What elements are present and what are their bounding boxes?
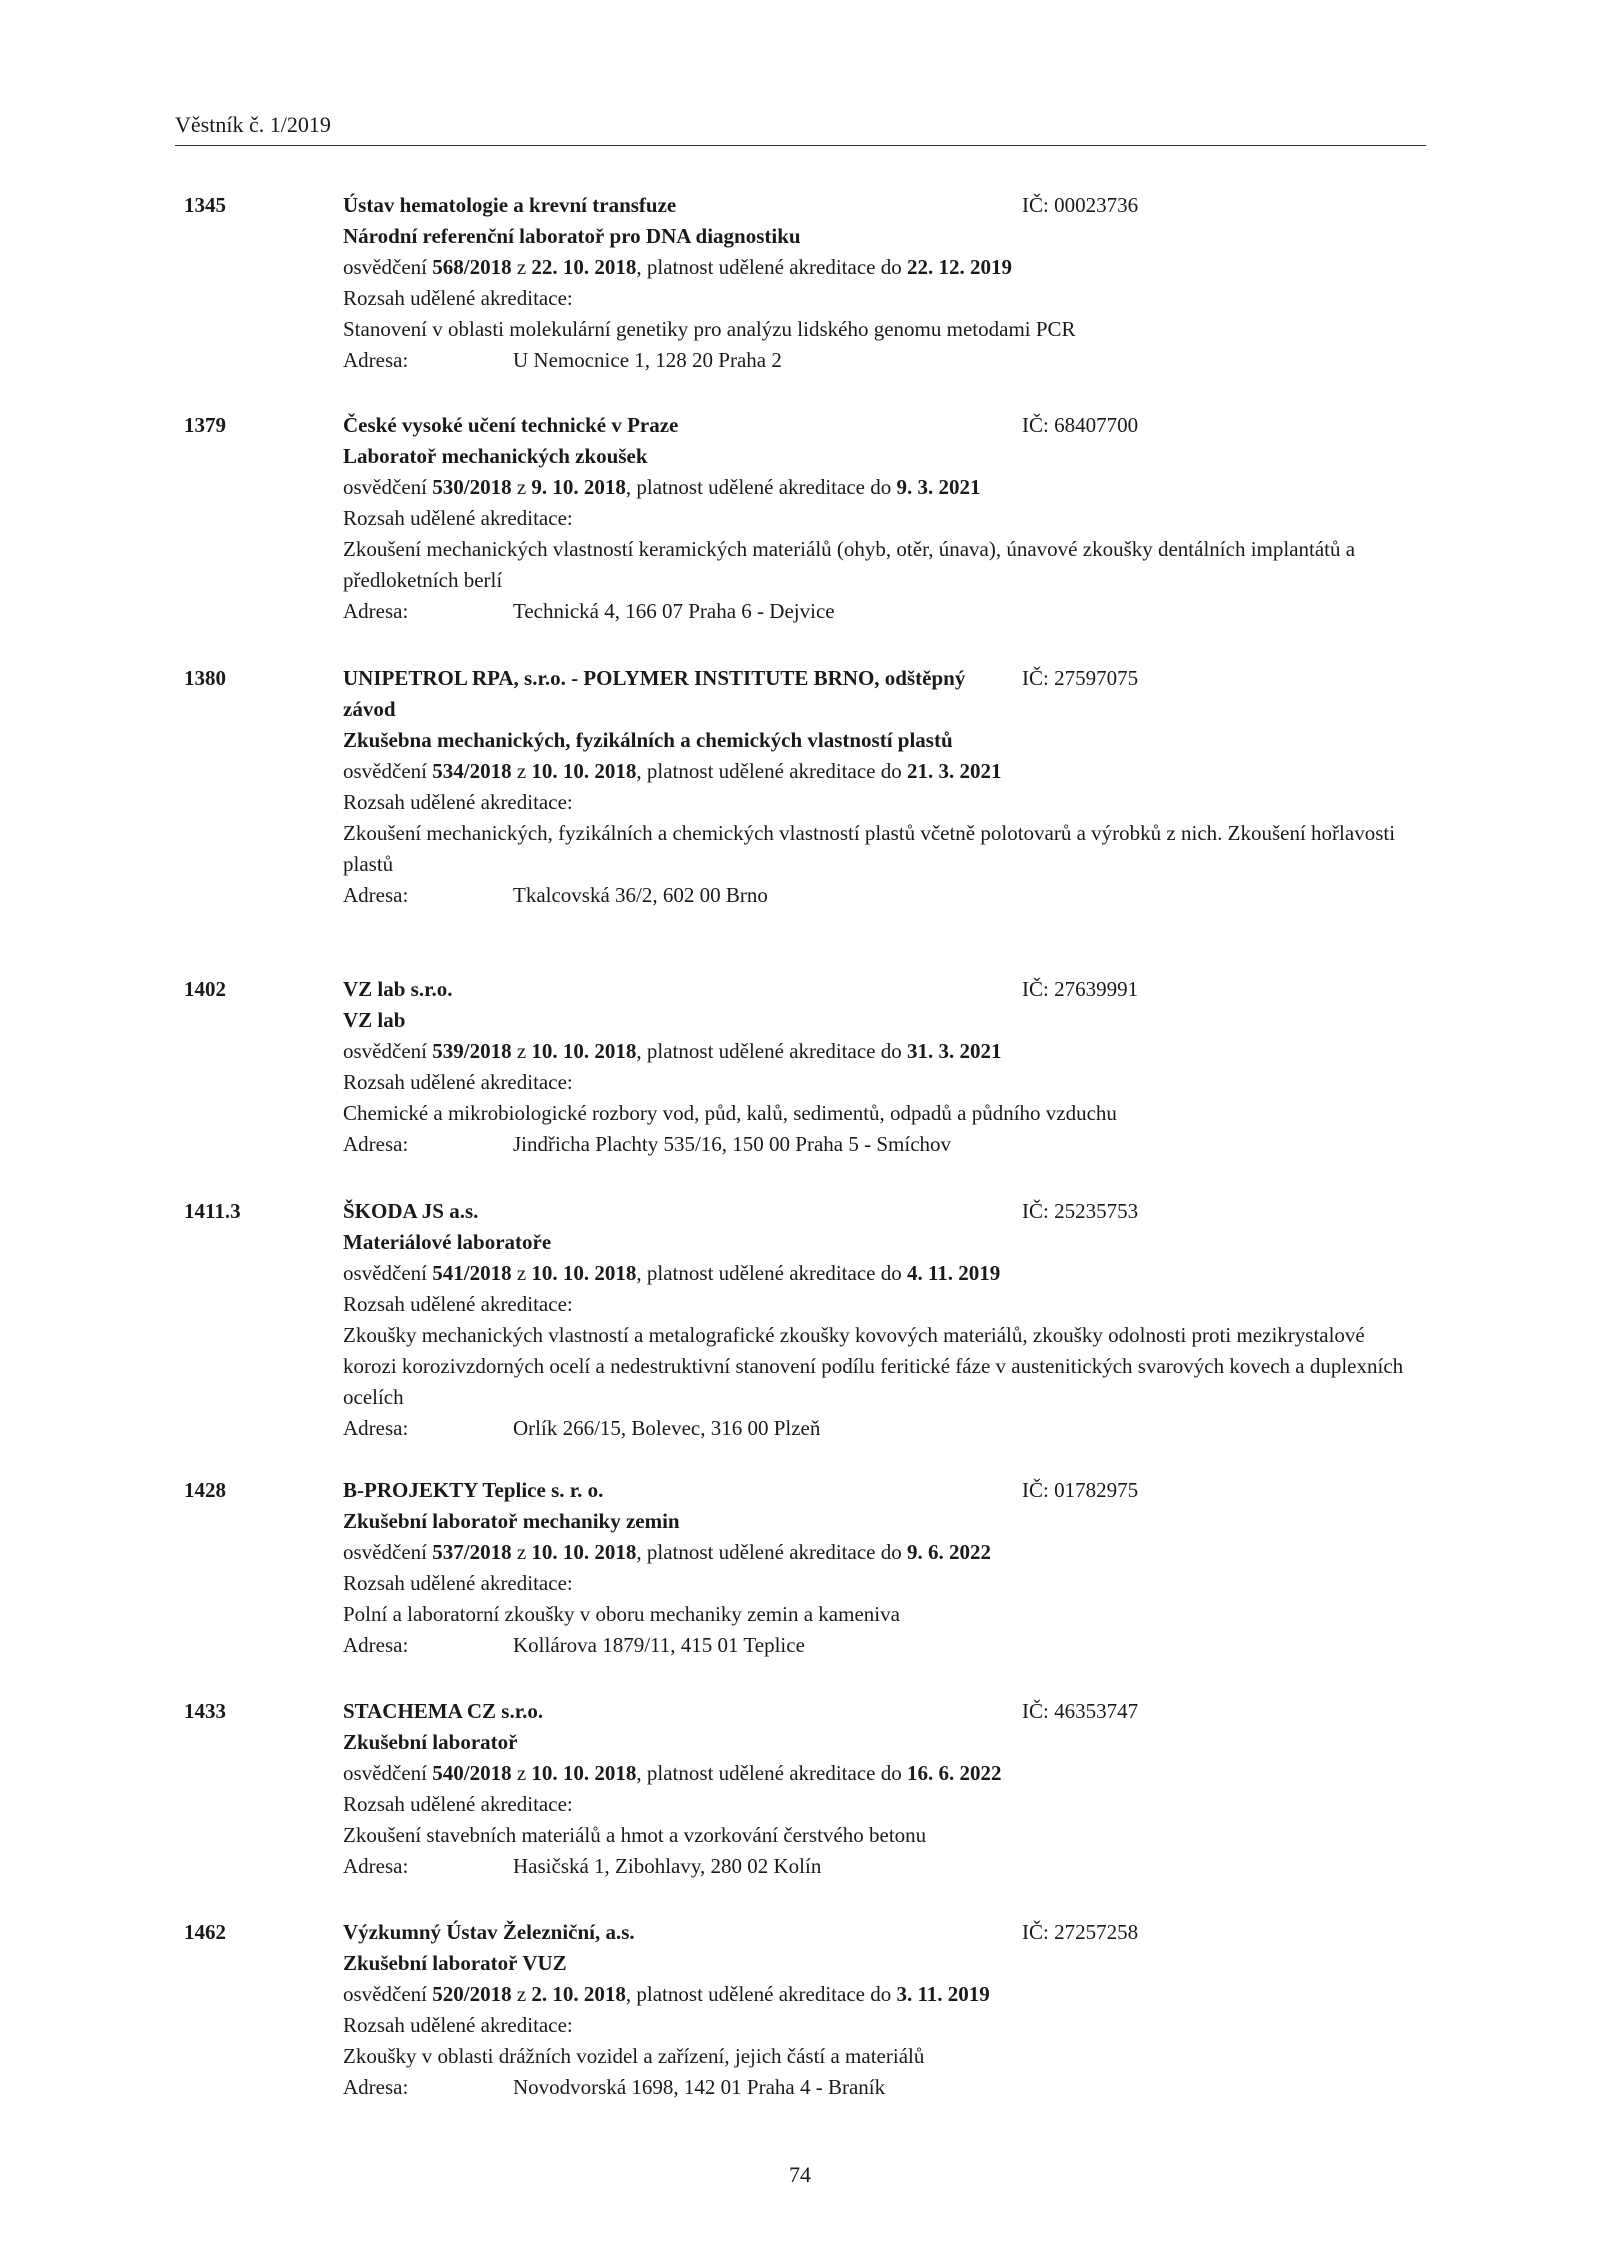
- certificate-number: 520/2018: [432, 1982, 512, 2006]
- address-value: Tkalcovská 36/2, 602 00 Brno: [513, 883, 768, 907]
- address-line: Adresa: Orlík 266/15, Bolevec, 316 00 Plzeň: [343, 1416, 821, 1440]
- scope-label: Rozsah udělené akreditace:: [343, 506, 573, 530]
- certificate-date: 2. 10. 2018: [531, 1982, 626, 2006]
- address-value: Hasičská 1, Zibohlavy, 280 02 Kolín: [513, 1854, 822, 1878]
- company-id: IČ: 46353747: [1022, 1699, 1139, 1723]
- organization-name: STACHEMA CZ s.r.o.: [343, 1699, 544, 1723]
- certificate-number: 568/2018: [432, 255, 512, 279]
- entry-number: 1433: [184, 1699, 226, 1723]
- organization-name: ŠKODA JS a.s.: [343, 1199, 479, 1223]
- journal-title: Věstník č. 1/2019: [175, 112, 331, 137]
- address-line: Adresa: Tkalcovská 36/2, 602 00 Brno: [343, 883, 768, 907]
- address-value: Novodvorská 1698, 142 01 Praha 4 - Braník: [513, 2075, 886, 2099]
- scope-label: Rozsah udělené akreditace:: [343, 1292, 573, 1316]
- scope-label: Rozsah udělené akreditace:: [343, 1070, 573, 1094]
- address-line: Adresa: U Nemocnice 1, 128 20 Praha 2: [343, 348, 782, 372]
- company-id: IČ: 68407700: [1022, 413, 1139, 437]
- valid-until-date: 4. 11. 2019: [906, 1261, 1001, 1285]
- scope-text: Zkoušení mechanických, fyzikálních a chemických vlastností plastů včetně polotovarů a výrobků z nich. Zkoušení hořlavosti plastů: [343, 821, 1396, 876]
- scope-text: Stanovení v oblasti molekulární genetiky pro analýzu lidského genomu metodami PCR: [343, 317, 1076, 341]
- certificate-line: osvědčení 539/2018 z 10. 10. 2018, platnost udělené akreditace do 31. 3. 2021: [343, 1039, 1002, 1063]
- laboratory-name: Materiálové laboratoře: [343, 1230, 552, 1254]
- certificate-date: 10. 10. 2018: [531, 1039, 637, 1063]
- valid-until-date: 9. 6. 2022: [906, 1540, 991, 1564]
- scope-text: Zkoušení mechanických vlastností keramických materiálů (ohyb, otěr, únava), únavové zkoušky dentálních implantátů a předloketních berlí: [343, 537, 1356, 592]
- valid-until-date: 21. 3. 2021: [906, 759, 1002, 783]
- organization-name: VZ lab s.r.o.: [343, 977, 453, 1001]
- company-id: IČ: 00023736: [1022, 193, 1139, 217]
- valid-until-date: 3. 11. 2019: [896, 1982, 990, 2006]
- certificate-number: 540/2018: [432, 1761, 512, 1785]
- certificate-date: 10. 10. 2018: [531, 1261, 637, 1285]
- entry-number: 1411.3: [184, 1199, 241, 1223]
- scope-label: Rozsah udělené akreditace:: [343, 2013, 573, 2037]
- certificate-line: osvědčení 568/2018 z 22. 10. 2018, platnost udělené akreditace do 22. 12. 2019: [343, 255, 1012, 279]
- valid-until-date: 31. 3. 2021: [906, 1039, 1002, 1063]
- address-value: Technická 4, 166 07 Praha 6 - Dejvice: [513, 599, 835, 623]
- valid-until-date: 9. 3. 2021: [896, 475, 981, 499]
- address-line: Adresa: Technická 4, 166 07 Praha 6 - Dejvice: [343, 599, 835, 623]
- valid-until-date: 22. 12. 2019: [906, 255, 1012, 279]
- entry-number: 1462: [184, 1920, 226, 1944]
- entry-number: 1345: [184, 193, 226, 217]
- entry-number: 1379: [184, 413, 226, 437]
- organization-name: UNIPETROL RPA, s.r.o. - POLYMER INSTITUTE BRNO, odštěpný závod: [343, 666, 966, 721]
- company-id: IČ: 27639991: [1022, 977, 1139, 1001]
- address-line: Adresa: Kollárova 1879/11, 415 01 Teplice: [343, 1633, 805, 1657]
- laboratory-name: Zkušebna mechanických, fyzikálních a chemických vlastností plastů: [343, 728, 953, 752]
- scope-label: Rozsah udělené akreditace:: [343, 286, 573, 310]
- scope-text: Chemické a mikrobiologické rozbory vod, půd, kalů, sedimentů, odpadů a půdního vzduchu: [343, 1101, 1117, 1125]
- certificate-number: 530/2018: [432, 475, 512, 499]
- scope-label: Rozsah udělené akreditace:: [343, 790, 573, 814]
- laboratory-name: Zkušební laboratoř: [343, 1730, 518, 1754]
- certificate-date: 10. 10. 2018: [531, 1761, 637, 1785]
- certificate-date: 10. 10. 2018: [531, 759, 637, 783]
- address-value: U Nemocnice 1, 128 20 Praha 2: [513, 348, 782, 372]
- organization-name: Výzkumný Ústav Železniční, a.s.: [343, 1920, 635, 1944]
- scope-label: Rozsah udělené akreditace:: [343, 1571, 573, 1595]
- address-value: Jindřicha Plachty 535/16, 150 00 Praha 5 - Smíchov: [513, 1132, 952, 1156]
- laboratory-name: Národní referenční laboratoř pro DNA diagnostiku: [343, 224, 801, 248]
- certificate-line: osvědčení 520/2018 z 2. 10. 2018, platnost udělené akreditace do 3. 11. 2019: [343, 1982, 990, 2006]
- certificate-line: osvědčení 541/2018 z 10. 10. 2018, platnost udělené akreditace do 4. 11. 2019: [343, 1261, 1001, 1285]
- scope-text: Zkoušení stavebních materiálů a hmot a vzorkování čerstvého betonu: [343, 1823, 927, 1847]
- entry-number: 1380: [184, 666, 226, 690]
- scope-text: Zkoušky mechanických vlastností a metalografické zkoušky kovových materiálů, zkoušky odolnosti proti mezikrystalové korozi korozivzdorných ocelí a nedestruktivní stanovení podílu feritické fáze v austenitických svarových kovech a duplexních ocelích: [343, 1323, 1404, 1409]
- address-value: Orlík 266/15, Bolevec, 316 00 Plzeň: [513, 1416, 821, 1440]
- company-id: IČ: 27597075: [1022, 666, 1139, 690]
- certificate-date: 22. 10. 2018: [531, 255, 637, 279]
- entry-number: 1402: [184, 977, 226, 1001]
- header-divider: [175, 145, 1426, 146]
- scope-label: Rozsah udělené akreditace:: [343, 1792, 573, 1816]
- laboratory-name: VZ lab: [343, 1008, 406, 1032]
- certificate-number: 534/2018: [432, 759, 512, 783]
- page-number: 74: [789, 2162, 811, 2187]
- certificate-number: 539/2018: [432, 1039, 512, 1063]
- scope-text: Polní a laboratorní zkoušky v oboru mechaniky zemin a kameniva: [343, 1602, 900, 1626]
- valid-until-date: 16. 6. 2022: [906, 1761, 1002, 1785]
- certificate-number: 537/2018: [432, 1540, 512, 1564]
- organization-name: Ústav hematologie a krevní transfuze: [343, 193, 677, 217]
- laboratory-name: Zkušební laboratoř VUZ: [343, 1951, 567, 1975]
- certificate-line: osvědčení 530/2018 z 9. 10. 2018, platnost udělené akreditace do 9. 3. 2021: [343, 475, 981, 499]
- laboratory-name: Zkušební laboratoř mechaniky zemin: [343, 1509, 680, 1533]
- certificate-date: 9. 10. 2018: [531, 475, 626, 499]
- address-line: Adresa: Hasičská 1, Zibohlavy, 280 02 Kolín: [343, 1854, 822, 1878]
- organization-name: České vysoké učení technické v Praze: [343, 413, 679, 437]
- certificate-line: osvědčení 537/2018 z 10. 10. 2018, platnost udělené akreditace do 9. 6. 2022: [343, 1540, 991, 1564]
- laboratory-name: Laboratoř mechanických zkoušek: [343, 444, 648, 468]
- address-line: Adresa: Jindřicha Plachty 535/16, 150 00 Praha 5 - Smíchov: [343, 1132, 952, 1156]
- certificate-number: 541/2018: [432, 1261, 512, 1285]
- address-value: Kollárova 1879/11, 415 01 Teplice: [513, 1633, 805, 1657]
- certificate-line: osvědčení 534/2018 z 10. 10. 2018, platnost udělené akreditace do 21. 3. 2021: [343, 759, 1002, 783]
- organization-name: B-PROJEKTY Teplice s. r. o.: [343, 1478, 604, 1502]
- address-line: Adresa: Novodvorská 1698, 142 01 Praha 4 - Braník: [343, 2075, 886, 2099]
- scope-text: Zkoušky v oblasti drážních vozidel a zařízení, jejich částí a materiálů: [343, 2044, 925, 2068]
- certificate-line: osvědčení 540/2018 z 10. 10. 2018, platnost udělené akreditace do 16. 6. 2022: [343, 1761, 1002, 1785]
- certificate-date: 10. 10. 2018: [531, 1540, 637, 1564]
- company-id: IČ: 27257258: [1022, 1920, 1139, 1944]
- entry-number: 1428: [184, 1478, 226, 1502]
- company-id: IČ: 01782975: [1022, 1478, 1139, 1502]
- company-id: IČ: 25235753: [1022, 1199, 1139, 1223]
